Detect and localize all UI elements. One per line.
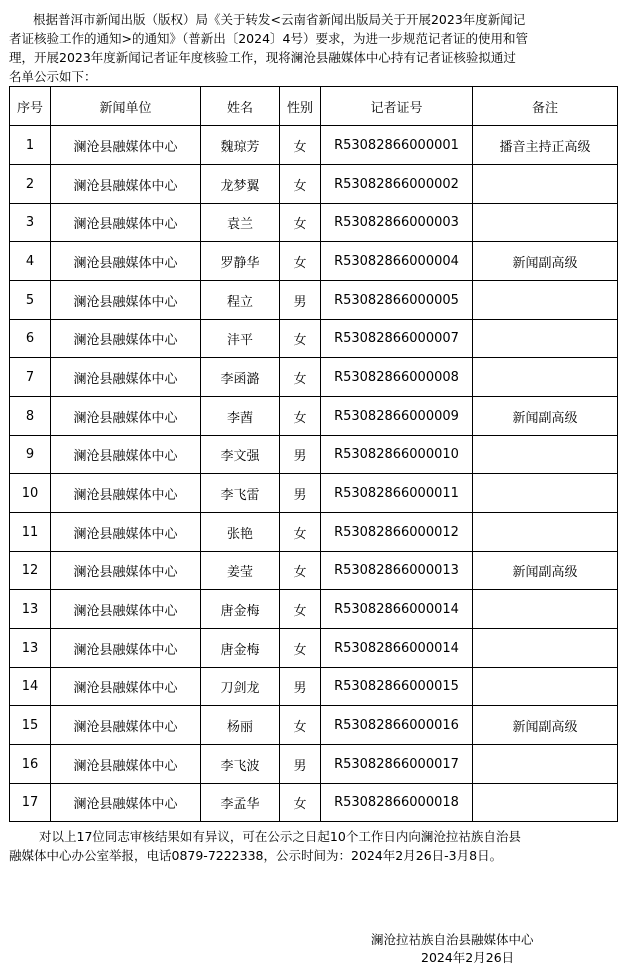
row-unit: 澜沧县融媒体中心 (51, 358, 201, 397)
row-gender: 女 (280, 165, 321, 204)
row-name: 李孟华 (201, 784, 280, 822)
row-name: 袁兰 (201, 204, 280, 242)
row-no: 14 (10, 668, 51, 706)
row-unit: 澜沧县融媒体中心 (51, 706, 201, 745)
row-no: 12 (10, 552, 51, 590)
row-name: 刀剑龙 (201, 668, 280, 706)
table-row (10, 590, 618, 629)
row-name: 李飞雷 (201, 474, 280, 513)
row-gender: 男 (280, 668, 321, 706)
row-no: 11 (10, 513, 51, 552)
row-note (473, 590, 618, 629)
table-row (10, 745, 618, 784)
table-row (10, 242, 618, 281)
row-name: 魏琼芳 (201, 126, 280, 165)
table-row (10, 436, 618, 474)
row-card: R53082866000007 (321, 320, 473, 358)
row-gender: 女 (280, 397, 321, 436)
row-note (473, 513, 618, 552)
row-unit: 澜沧县融媒体中心 (51, 397, 201, 436)
row-gender: 男 (280, 474, 321, 513)
row-gender: 女 (280, 204, 321, 242)
row-name: 唐金梅 (201, 629, 280, 668)
header-no: 序号 (10, 87, 51, 126)
row-card: R53082866000005 (321, 281, 473, 320)
row-no: 9 (10, 436, 51, 474)
row-unit: 澜沧县融媒体中心 (51, 204, 201, 242)
row-no: 6 (10, 320, 51, 358)
row-note: 新闻副高级 (473, 242, 618, 281)
table-row (10, 784, 618, 822)
signature-date: 2024年2月26日 (421, 950, 515, 965)
row-note (473, 204, 618, 242)
row-gender: 男 (280, 745, 321, 784)
row-card: R53082866000014 (321, 590, 473, 629)
row-gender: 男 (280, 436, 321, 474)
table-row (10, 668, 618, 706)
row-gender: 女 (280, 513, 321, 552)
footer-notice: 对以上17位同志审核结果如有异议，可在公示之日起10个工作日内向澜沧拉祜族自治县 融媒体中心办公室举报，电话0879-7222338，公示时间为：2024年2月26日-3月8日。 (9, 829, 521, 863)
row-unit: 澜沧县融媒体中心 (51, 784, 201, 822)
row-note (473, 320, 618, 358)
row-note: 新闻副高级 (473, 552, 618, 590)
row-card: R53082866000002 (321, 165, 473, 204)
row-note (473, 281, 618, 320)
row-gender: 女 (280, 629, 321, 668)
table-row (10, 706, 618, 745)
row-note (473, 165, 618, 204)
header-card: 记者证号 (321, 87, 473, 126)
row-name: 杨丽 (201, 706, 280, 745)
row-note (473, 629, 618, 668)
row-name: 李函潞 (201, 358, 280, 397)
row-no: 1 (10, 126, 51, 165)
row-gender: 男 (280, 281, 321, 320)
row-name: 唐金梅 (201, 590, 280, 629)
row-unit: 澜沧县融媒体中心 (51, 126, 201, 165)
signature-org: 澜沧拉祜族自治县融媒体中心 (371, 932, 534, 947)
row-gender: 女 (280, 784, 321, 822)
row-note: 新闻副高级 (473, 706, 618, 745)
table-header-row (10, 87, 618, 126)
row-name: 程立 (201, 281, 280, 320)
row-name: 李莤 (201, 397, 280, 436)
table-row (10, 358, 618, 397)
row-no: 5 (10, 281, 51, 320)
row-unit: 澜沧县融媒体中心 (51, 629, 201, 668)
row-no: 16 (10, 745, 51, 784)
row-unit: 澜沧县融媒体中心 (51, 242, 201, 281)
row-note (473, 436, 618, 474)
row-note (473, 358, 618, 397)
row-gender: 女 (280, 320, 321, 358)
header-note: 备注 (473, 87, 618, 126)
table-row (10, 281, 618, 320)
header-unit: 新闻单位 (51, 87, 201, 126)
row-gender: 女 (280, 358, 321, 397)
row-unit: 澜沧县融媒体中心 (51, 436, 201, 474)
row-card: R53082866000017 (321, 745, 473, 784)
row-no: 7 (10, 358, 51, 397)
row-no: 2 (10, 165, 51, 204)
table-row (10, 397, 618, 436)
header-gender: 性别 (280, 87, 321, 126)
row-card: R53082866000013 (321, 552, 473, 590)
row-unit: 澜沧县融媒体中心 (51, 590, 201, 629)
row-note (473, 784, 618, 822)
row-no: 13 (10, 590, 51, 629)
row-name: 张艳 (201, 513, 280, 552)
table-row (10, 552, 618, 590)
row-card: R53082866000018 (321, 784, 473, 822)
row-unit: 澜沧县融媒体中心 (51, 513, 201, 552)
row-gender: 女 (280, 242, 321, 281)
row-no: 15 (10, 706, 51, 745)
row-no: 3 (10, 204, 51, 242)
row-no: 8 (10, 397, 51, 436)
row-note (473, 474, 618, 513)
row-unit: 澜沧县融媒体中心 (51, 668, 201, 706)
row-note (473, 745, 618, 784)
row-card: R53082866000009 (321, 397, 473, 436)
intro-paragraph: 根据普洱市新闻出版（版权）局《关于转发<云南省新闻出版局关于开展2023年度新闻记 者证核验工作的通知>的通知》（普新出〔2024〕4号）要求，为进一步规范记者证的使用和管 理，开展2023年度新闻记者证年度核验工作，现将澜沧县融媒体中心持有记者证核验拟通过 名单公示如下： (9, 12, 528, 84)
row-name: 沣平 (201, 320, 280, 358)
row-card: R53082866000001 (321, 126, 473, 165)
row-name: 姜莹 (201, 552, 280, 590)
row-note: 新闻副高级 (473, 397, 618, 436)
row-gender: 女 (280, 706, 321, 745)
row-card: R53082866000012 (321, 513, 473, 552)
row-gender: 女 (280, 126, 321, 165)
table-row (10, 320, 618, 358)
header-name: 姓名 (201, 87, 280, 126)
row-card: R53082866000010 (321, 436, 473, 474)
row-unit: 澜沧县融媒体中心 (51, 552, 201, 590)
row-note: 播音主持正高级 (473, 126, 618, 165)
row-gender: 女 (280, 590, 321, 629)
table-row (10, 513, 618, 552)
row-name: 李飞波 (201, 745, 280, 784)
row-no: 13 (10, 629, 51, 668)
row-no: 10 (10, 474, 51, 513)
row-no: 17 (10, 784, 51, 822)
row-card: R53082866000016 (321, 706, 473, 745)
table-row (10, 165, 618, 204)
row-unit: 澜沧县融媒体中心 (51, 281, 201, 320)
row-unit: 澜沧县融媒体中心 (51, 165, 201, 204)
table-row (10, 126, 618, 165)
row-card: R53082866000015 (321, 668, 473, 706)
table-row (10, 204, 618, 242)
row-no: 4 (10, 242, 51, 281)
table-row (10, 474, 618, 513)
row-gender: 女 (280, 552, 321, 590)
row-name: 罗静华 (201, 242, 280, 281)
row-unit: 澜沧县融媒体中心 (51, 320, 201, 358)
row-card: R53082866000014 (321, 629, 473, 668)
row-name: 龙梦翼 (201, 165, 280, 204)
row-note (473, 668, 618, 706)
row-card: R53082866000011 (321, 474, 473, 513)
row-unit: 澜沧县融媒体中心 (51, 474, 201, 513)
row-card: R53082866000004 (321, 242, 473, 281)
row-unit: 澜沧县融媒体中心 (51, 745, 201, 784)
row-card: R53082866000003 (321, 204, 473, 242)
roster-table (9, 86, 618, 822)
table-body (10, 126, 618, 822)
table-row (10, 629, 618, 668)
row-card: R53082866000008 (321, 358, 473, 397)
row-name: 李文强 (201, 436, 280, 474)
